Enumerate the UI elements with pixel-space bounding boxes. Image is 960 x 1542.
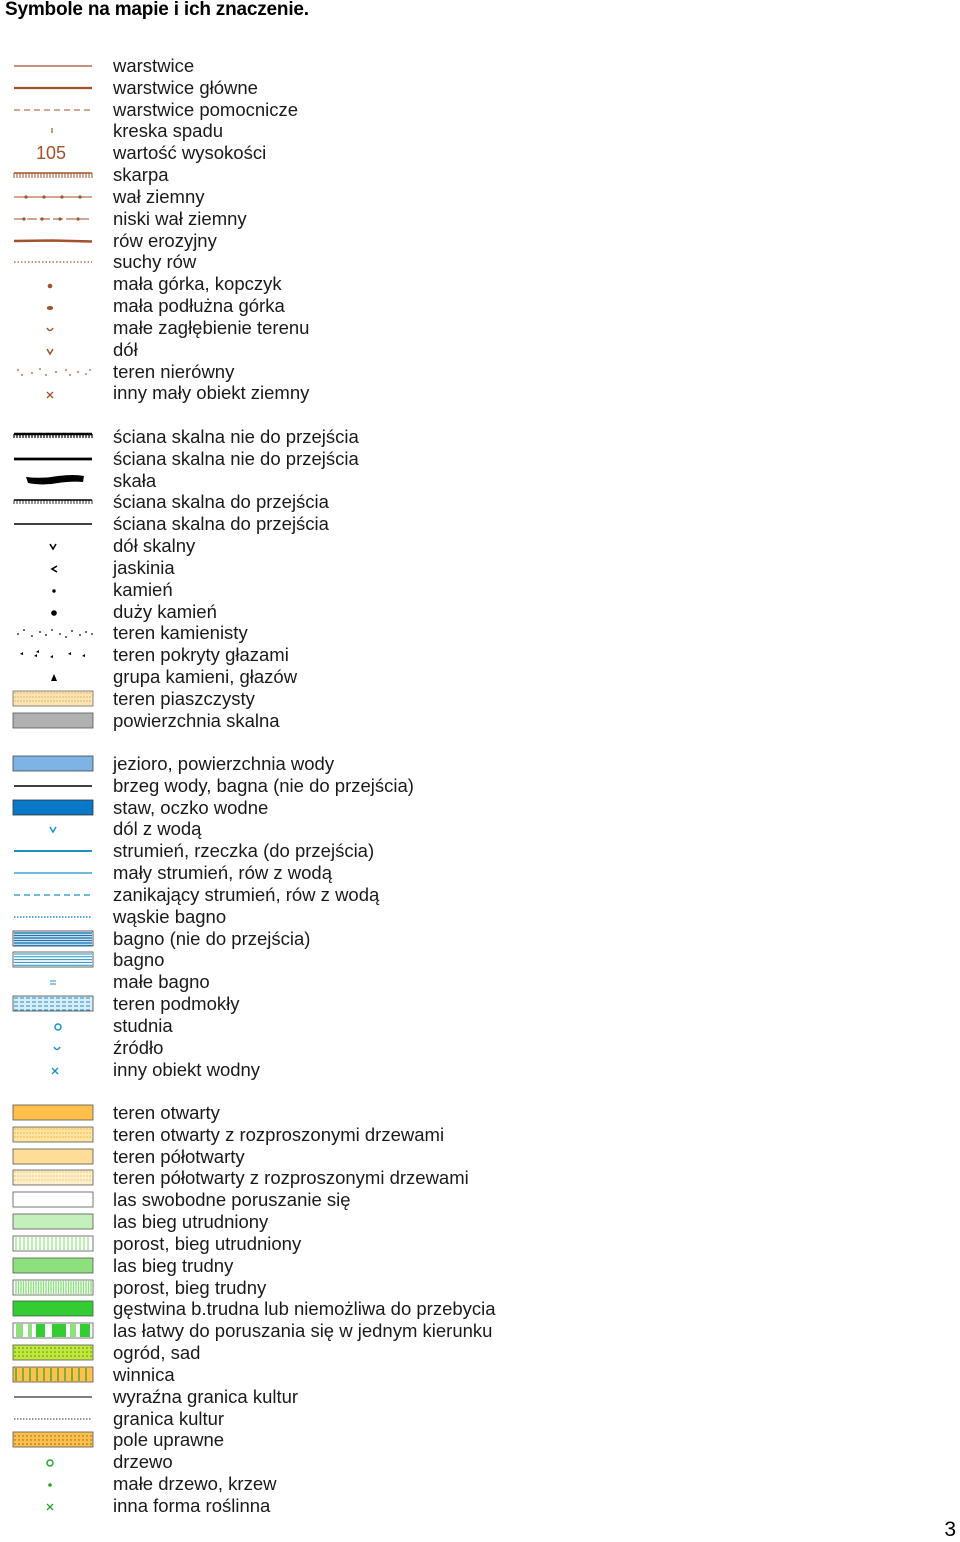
legend-row — [0, 688, 600, 710]
legend-label: skarpa — [113, 164, 169, 186]
legend-label: wyraźna granica kultur — [113, 1385, 299, 1407]
legend-row — [0, 1342, 600, 1364]
stony-ground-icon — [12, 622, 96, 644]
legend-label: kamień — [113, 578, 173, 600]
legend-label: warstwice pomocnicze — [113, 98, 299, 120]
legend-row — [0, 1298, 600, 1320]
distinct-cultivation-boundary-icon — [12, 1386, 96, 1408]
legend-label: duży kamień — [113, 600, 217, 622]
passable-rock-face-icon — [12, 491, 96, 513]
boulder-cluster-icon — [12, 666, 96, 688]
legend-label: dół skalny — [113, 535, 196, 557]
boulder-icon — [12, 579, 96, 601]
legend-label: gęstwina b.trudna lub niemożliwa do przebycia — [113, 1298, 496, 1320]
legend-row — [0, 1277, 600, 1299]
legend-label: inny obiekt wodny — [113, 1058, 261, 1080]
legend-row — [0, 1059, 600, 1081]
legend-label: dól z wodą — [113, 818, 202, 840]
legend-row — [0, 1255, 600, 1277]
legend-row — [0, 993, 600, 1015]
legend-row — [0, 142, 600, 164]
legend-row — [0, 1124, 600, 1146]
legend-row — [0, 295, 600, 317]
difficult-forest-icon — [12, 1255, 96, 1277]
legend-row — [0, 470, 600, 492]
slope-line-icon — [12, 120, 96, 142]
legend-row — [0, 1364, 600, 1386]
legend-row — [0, 491, 600, 513]
small-marsh-icon — [12, 971, 96, 993]
legend-row — [0, 775, 600, 797]
legend-label: teren otwarty z rozproszonymi drzewami — [113, 1123, 445, 1145]
passable-rock-face-plain-icon — [12, 513, 96, 535]
slow-running-forest-icon — [12, 1211, 96, 1233]
legend-label: teren piaszczysty — [113, 687, 255, 709]
indistinct-marsh-icon — [12, 993, 96, 1015]
cultivated-land-icon — [12, 1429, 96, 1451]
legend-label: skała — [113, 469, 157, 491]
legend-row — [0, 1386, 600, 1408]
legend-row — [0, 55, 600, 77]
boulder-field-icon — [12, 644, 96, 666]
legend-row — [0, 513, 600, 535]
legend-label: wąskie bagno — [113, 905, 227, 927]
legend-row — [0, 120, 600, 142]
small-earth-wall-icon — [12, 208, 96, 230]
legend-label: powierzchnia skalna — [113, 709, 280, 731]
page-title: Symbole na mapie i ich znaczenie. — [5, 0, 309, 20]
impassable-cliff-plain-icon — [12, 448, 96, 470]
page-number: 3 — [944, 1518, 956, 1541]
legend-label: teren kamienisty — [113, 622, 248, 644]
earth-bank-icon — [12, 164, 96, 186]
special-water-feature-icon — [12, 1059, 96, 1081]
legend-label: jezioro, powierzchnia wody — [113, 753, 335, 774]
impassable-shore-icon — [12, 775, 96, 797]
legend-row — [0, 208, 600, 230]
legend-label: pole uprawne — [113, 1429, 225, 1451]
legend-label: las bieg trudny — [113, 1254, 234, 1276]
legend-row — [0, 382, 600, 404]
legend-row — [0, 949, 600, 971]
water-hole-icon — [12, 818, 96, 840]
legend-row — [0, 884, 600, 906]
legend-row — [0, 1320, 600, 1342]
legend-row — [0, 273, 600, 295]
legend-row — [0, 448, 600, 470]
legend-row — [0, 818, 600, 840]
legend-label: ściana skalna do przejścia — [113, 513, 329, 535]
legend-label: porost, bieg trudny — [113, 1276, 267, 1298]
legend-label: inna forma roślinna — [113, 1494, 271, 1516]
legend-row — [0, 99, 600, 121]
rough-open-scattered-trees-icon — [12, 1167, 96, 1189]
legend-row — [0, 753, 600, 775]
cave-icon — [12, 557, 96, 579]
legend-label: suchy rów — [113, 251, 197, 273]
pond-icon — [12, 797, 96, 819]
legend-label: zanikający strumień, rów z wodą — [113, 883, 380, 905]
easy-running-forest-icon — [12, 1189, 96, 1211]
legend-label: las swobodne poruszanie się — [113, 1189, 351, 1211]
legend-label: małe bagno — [113, 971, 210, 993]
rock-pillar-icon — [12, 470, 96, 492]
legend-label: mały strumień, rów z wodą — [113, 862, 332, 884]
bush-icon — [12, 1473, 96, 1495]
legend-label: strumień, rzeczka (do przejścia) — [113, 840, 375, 862]
legend-row — [0, 339, 600, 361]
legend-label: ściana skalna do przejścia — [113, 491, 329, 513]
legend-label: teren półotwarty z rozproszonymi drzewami — [113, 1167, 469, 1189]
legend-row — [0, 535, 600, 557]
legend-row — [0, 928, 600, 950]
legend-row — [0, 1233, 600, 1255]
legend-row — [0, 186, 600, 208]
legend-row — [0, 1037, 600, 1059]
legend-label: ściana skalna nie do przejścia — [113, 447, 359, 469]
legend-label: warstwice — [113, 55, 195, 76]
legend-label: staw, oczko wodne — [113, 796, 269, 818]
orchard-icon — [12, 1342, 96, 1364]
legend-row — [0, 230, 600, 252]
legend-row — [0, 317, 600, 339]
rough-open-land-icon — [12, 1146, 96, 1168]
height-value-icon — [12, 142, 96, 164]
legend-label: ściana skalna nie do przejścia — [113, 426, 359, 447]
legend-row — [0, 361, 600, 383]
legend-label: małe drzewo, krzew — [113, 1473, 277, 1495]
legend-row — [0, 862, 600, 884]
legend-label: małe zagłębienie terenu — [113, 316, 310, 338]
legend-label: ogród, sad — [113, 1342, 201, 1364]
one-direction-forest-icon — [12, 1320, 96, 1342]
narrow-marsh-icon — [12, 906, 96, 928]
legend-label: teren półotwarty — [113, 1145, 245, 1167]
legend-row — [0, 1429, 600, 1451]
legend-row — [0, 426, 600, 448]
special-land-feature-icon — [12, 382, 96, 404]
legend-label: mała górka, kopczyk — [113, 273, 282, 295]
undergrowth-difficult-icon — [12, 1277, 96, 1299]
legend-row — [0, 1102, 600, 1124]
uncrossable-marsh-icon — [12, 928, 96, 950]
contour-line-icon — [12, 55, 96, 77]
elongated-knoll-icon — [12, 295, 96, 317]
legend-label: dół — [113, 338, 138, 360]
legend-row — [0, 1451, 600, 1473]
fight-vegetation-icon — [12, 1298, 96, 1320]
legend-label: kreska spadu — [113, 120, 224, 142]
legend-row — [0, 840, 600, 862]
impassable-cliff-icon — [12, 426, 96, 448]
legend-label: mała podłużna górka — [113, 295, 285, 317]
legend-label: grupa kamieni, głazów — [113, 666, 298, 688]
legend-label: rów erozyjny — [113, 229, 217, 251]
sandy-ground-icon — [12, 688, 96, 710]
dry-ditch-icon — [12, 251, 96, 273]
index-contour-icon — [12, 77, 96, 99]
legend-row — [0, 579, 600, 601]
open-land-scattered-trees-icon — [12, 1124, 96, 1146]
legend-row — [0, 906, 600, 928]
legend-row — [0, 710, 600, 732]
legend-row — [0, 971, 600, 993]
legend-row — [0, 644, 600, 666]
legend-label: źródło — [113, 1036, 164, 1058]
small-watercourse-icon — [12, 862, 96, 884]
legend-row — [0, 164, 600, 186]
well-icon — [12, 1015, 96, 1037]
minor-water-channel-icon — [12, 884, 96, 906]
cultivation-boundary-icon — [12, 1408, 96, 1430]
vineyard-icon — [12, 1364, 96, 1386]
legend-label: las bieg utrudniony — [113, 1211, 269, 1233]
legend-label: granica kultur — [113, 1407, 225, 1429]
legend-label: wartość wysokości — [113, 142, 267, 164]
legend-label: jaskinia — [113, 556, 175, 578]
legend-row — [0, 1408, 600, 1430]
legend-label: bagno — [113, 949, 165, 971]
legend-row — [0, 666, 600, 688]
pit-icon — [12, 339, 96, 361]
small-knoll-icon — [12, 273, 96, 295]
legend-label: las łatwy do poruszania się w jednym kierunku — [113, 1320, 493, 1342]
legend-label: winnica — [113, 1363, 175, 1385]
rocky-pit-icon — [12, 535, 96, 557]
legend-label: teren pokryty głazami — [113, 644, 289, 666]
open-land-icon — [12, 1102, 96, 1124]
crossable-watercourse-icon — [12, 840, 96, 862]
undergrowth-slow-icon — [12, 1233, 96, 1255]
legend-row — [0, 1167, 600, 1189]
legend-row — [0, 1495, 600, 1517]
svg-text:105: 105 — [36, 143, 67, 164]
form-line-icon — [12, 99, 96, 121]
marsh-icon — [12, 949, 96, 971]
legend-row — [0, 622, 600, 644]
legend-label: drzewo — [113, 1451, 173, 1473]
legend-label: teren otwarty — [113, 1102, 220, 1123]
legend-label: wał ziemny — [113, 185, 205, 207]
legend-row — [0, 1146, 600, 1168]
legend-row — [0, 797, 600, 819]
erosion-gully-icon — [12, 230, 96, 252]
legend-row — [0, 557, 600, 579]
legend-row — [0, 251, 600, 273]
legend-row — [0, 1189, 600, 1211]
legend-row — [0, 77, 600, 99]
legend-label: niski wał ziemny — [113, 207, 247, 229]
large-boulder-icon — [12, 601, 96, 623]
special-vegetation-icon — [12, 1495, 96, 1517]
legend-label: teren nierówny — [113, 360, 235, 382]
earth-wall-icon — [12, 186, 96, 208]
legend-row — [0, 1211, 600, 1233]
legend-label: porost, bieg utrudniony — [113, 1232, 302, 1254]
legend-label: teren podmokły — [113, 993, 240, 1015]
broken-ground-icon — [12, 361, 96, 383]
small-depression-icon — [12, 317, 96, 339]
tree-icon — [12, 1451, 96, 1473]
legend-label: studnia — [113, 1014, 173, 1036]
lake-icon — [12, 753, 96, 775]
legend-row — [0, 601, 600, 623]
legend-label: warstwice główne — [113, 76, 258, 98]
legend-row — [0, 1473, 600, 1495]
bare-rock-icon — [12, 710, 96, 732]
legend-label: brzeg wody, bagna (nie do przejścia) — [113, 774, 414, 796]
legend-label: bagno (nie do przejścia) — [113, 927, 311, 949]
legend-row — [0, 1015, 600, 1037]
spring-icon — [12, 1037, 96, 1059]
legend-label: inny mały obiekt ziemny — [113, 382, 310, 404]
